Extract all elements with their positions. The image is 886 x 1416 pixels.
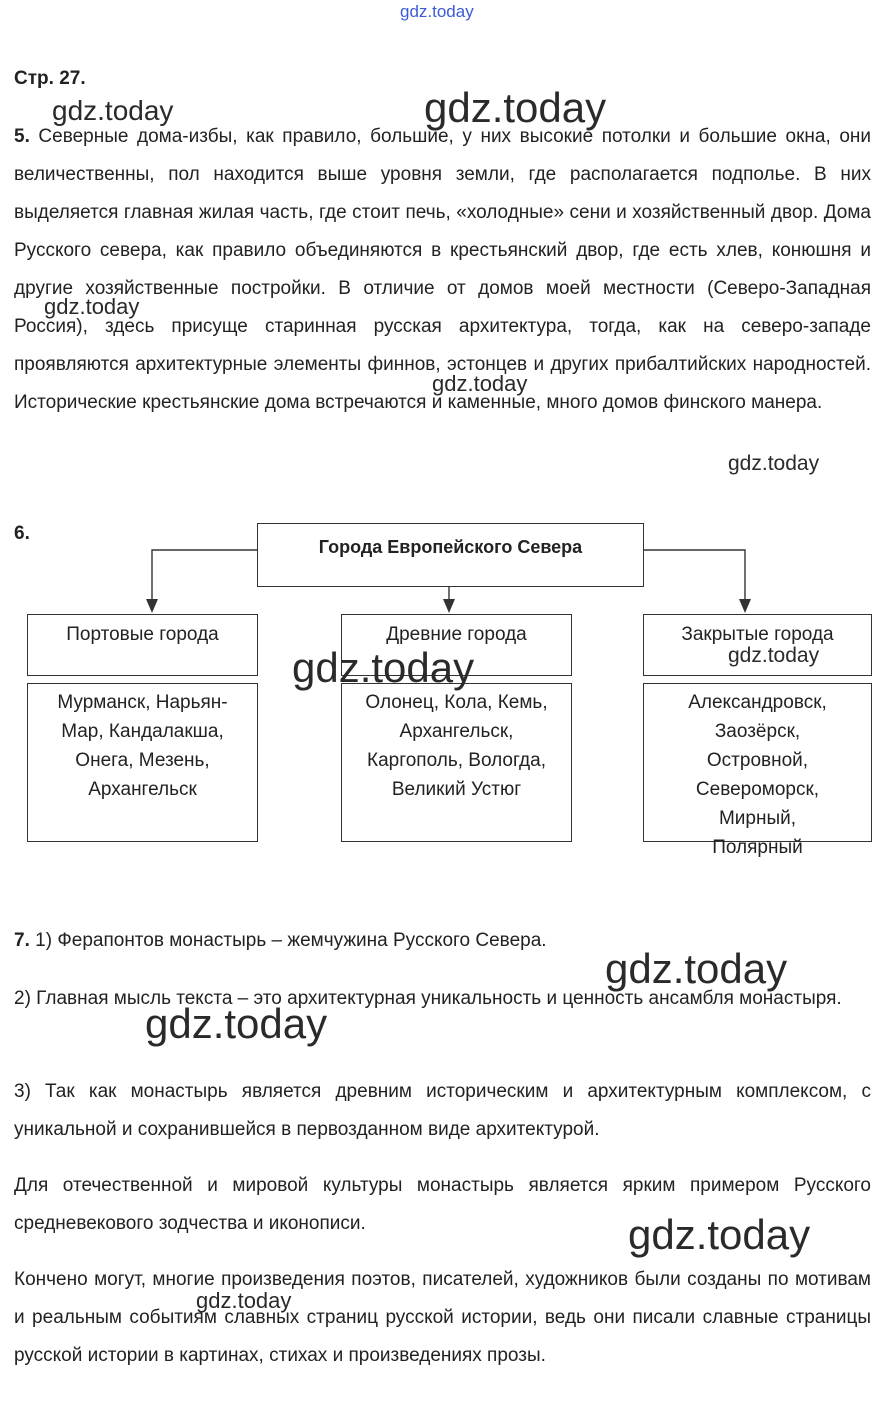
category-title: Портовые города [66, 624, 219, 645]
watermark: gdz.today [605, 945, 788, 992]
watermark-top: gdz.today [400, 2, 474, 21]
task7-item5 [14, 1261, 871, 1375]
arrow-right-icon [739, 599, 751, 613]
watermark: gdz.today [292, 644, 475, 691]
page-label: Стр. 27. [14, 68, 86, 89]
task7-p2: 2) Главная мысль текста – это архитектурная уникальность и ценность ансамбля монастыря. [14, 988, 842, 1009]
task5-text: Северные дома-избы, как правило, большие, у них высокие потолки и большие окна, они величественны, пол находится выше уровня земли, где располагается подполье. В них выделяется главная жилая часть, где стоит печь, «холодные» сени и хозяйственный двор. Дома Русского севера, как правило объединяются в крестьянский двор, где есть хлев, конюшня и другие хозяйственные постройки. В отличие от домов моей местности (Северо-Западная Россия), здесь присуще старинная русская архитектура, тогда, как на северо-западе проявляются архитектурные элементы финнов, эстонцев и других прибалтийских народностей. Исторические крестьянские дома встречаются и каменные, много домов финского манера. [14, 126, 871, 413]
task7-p1: 1) Ферапонтов монастырь – жемчужина Русского Севера. [35, 930, 547, 951]
watermark: gdz.today [52, 95, 174, 126]
cities-box-ports [27, 683, 258, 842]
cities-list: Олонец, Кола, Кемь, Архангельск, Каргополь, Вологда, Великий Устюг [365, 692, 548, 800]
task7-number: 7. [14, 930, 30, 951]
watermark: gdz.today [44, 294, 140, 319]
watermark: gdz.today [728, 644, 820, 667]
arrow-left-icon [146, 599, 158, 613]
category-title: Закрытые города [681, 624, 834, 645]
cities-box-ancient [341, 683, 572, 842]
task6-number: 6. [14, 523, 30, 544]
connector-left [152, 550, 258, 600]
watermark: gdz.today [196, 1288, 292, 1313]
connector-right [643, 550, 745, 600]
category-title: Древние города [386, 624, 527, 645]
cities-list: Александровск, Заозёрск, Островной, Североморск, Мирный, Полярный [688, 692, 827, 858]
watermark: gdz.today [728, 452, 820, 475]
arrow-center-icon [443, 599, 455, 613]
task7-p3: 3) Так как монастырь является древним историческим и архитектурным комплексом, с уникальной и сохранившейся в первозданном виде архитектурой. [14, 1081, 871, 1140]
task7-p4: Для отечественной и мировой культуры монастырь является ярким примером Русского средневекового зодчества и иконописи. [14, 1175, 871, 1234]
cities-list: Мурманск, Нарьян-Мар, Кандалакша, Онега, Мезень, Архангельск [57, 692, 228, 800]
cities-box-closed [643, 683, 872, 858]
category-header-ports [27, 614, 258, 676]
diagram-root-box [257, 523, 644, 587]
watermark: gdz.today [424, 84, 607, 131]
watermark: gdz.today [432, 371, 528, 396]
task7-item3 [14, 1073, 871, 1149]
watermark: gdz.today [628, 1211, 811, 1258]
task5-number: 5. [14, 126, 30, 147]
diagram-root-label: Города Европейского Севера [318, 537, 583, 557]
watermark: gdz.today [145, 1000, 328, 1047]
task7-p5: Кончено могут, многие произведения поэтов, писателей, художников были созданы по мотивам и реальным событиям славных страниц русской истории, ведь они писали славные страницы русской истории в картинах, стихах и произведениях прозы. [14, 1269, 871, 1366]
